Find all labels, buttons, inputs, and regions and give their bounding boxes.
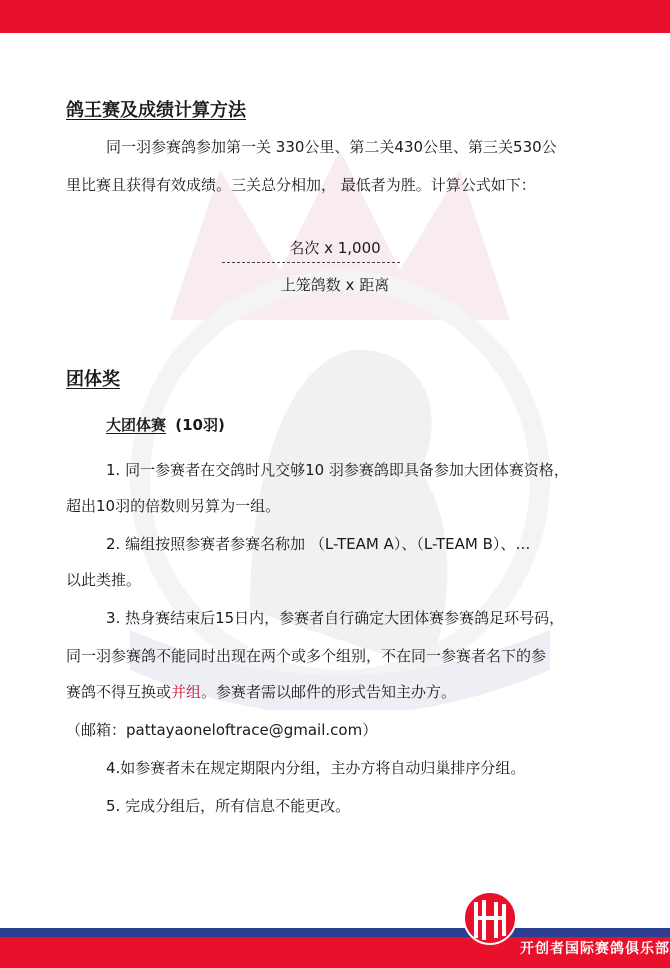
- item2-line1: 2. 编组按照参赛者参赛名称加 （L-TEAM A）、（L-TEAM B）、…: [106, 535, 531, 553]
- item2-line2: 以此类推。: [66, 571, 142, 589]
- section1-para-line1: 同一羽参赛鸽参加第一关 330公里、第二关430公里、第三关530公: [106, 138, 557, 156]
- item3-line3c: 。参赛者需以邮件的形式告知主办方。: [201, 683, 457, 701]
- item3-line3: [66, 682, 456, 702]
- item3-line1: 3. 热身赛结束后15日内，参赛者自行确定大团体赛参赛鸽足环号码，: [106, 609, 565, 627]
- item1-line2: 超出10羽的倍数则另算为一组。: [66, 497, 281, 515]
- top-red-bar: [0, 0, 670, 33]
- subtitle-main: 大团体赛: [106, 416, 167, 434]
- formula-numerator: 名次 x 1,000: [289, 239, 381, 257]
- item1-line1: 1. 同一参赛者在交鸽时凡交够10 羽参赛鸽即具备参加大团体赛资格，: [106, 461, 569, 479]
- item5: 5. 完成分组后，所有信息不能更改。: [106, 797, 351, 815]
- item3-line3a: 赛鸽不得互换或: [66, 683, 172, 701]
- subtitle-suffix: (10羽): [175, 416, 225, 434]
- footer-brand-text: 开创者国际赛鸽俱乐部: [520, 941, 670, 957]
- section1-para-line2: 里比赛且获得有效成绩。三关总分相加， 最低者为胜。计算公式如下：: [66, 176, 536, 194]
- item3-line2: 同一羽参赛鸽不能同时出现在两个或多个组别，不在同一参赛者名下的参: [66, 647, 547, 665]
- formula-denominator: 上笼鸽数 x 距离: [280, 276, 390, 294]
- section2-title: 团体奖: [66, 369, 120, 390]
- formula-divider: [222, 262, 400, 263]
- email-line: （邮箱：pattayaoneloftrace@gmail.com）: [66, 721, 378, 739]
- section2-subtitle: [106, 414, 225, 435]
- club-logo-icon: [460, 880, 520, 960]
- section1-title: 鸽王赛及成绩计算方法: [66, 100, 246, 121]
- footer-blue-stripe: [0, 928, 670, 937]
- item3-line3b: 并组: [171, 683, 202, 701]
- item4: 4.如参赛者未在规定期限内分组，主办方将自动归巢排序分组。: [106, 759, 526, 777]
